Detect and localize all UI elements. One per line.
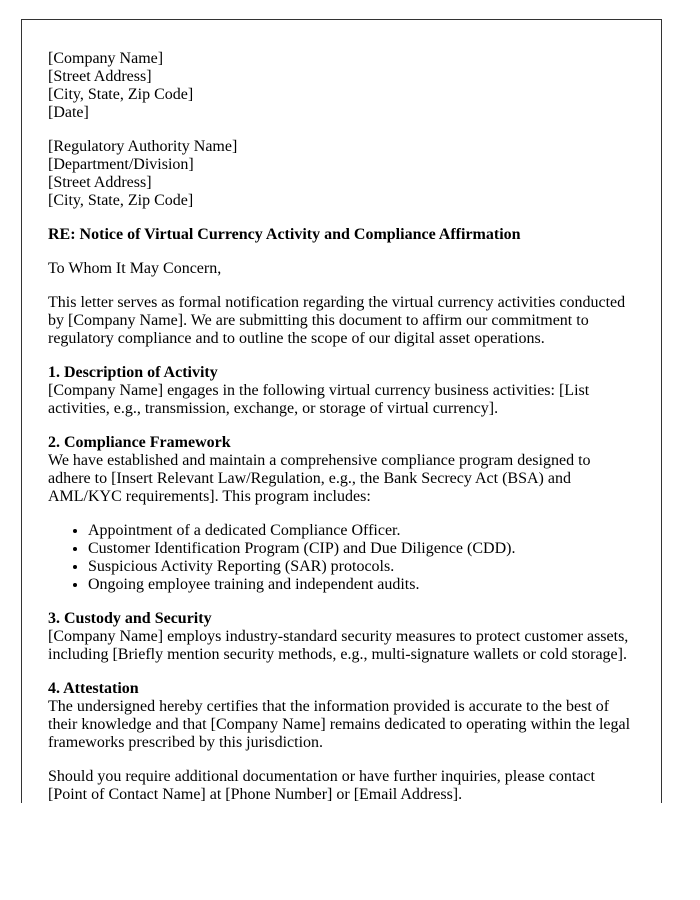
recipient-line: [City, State, Zip Code]: [48, 192, 194, 209]
sender-line: [Street Address]: [48, 68, 152, 85]
sender-address-block: [48, 50, 633, 122]
letter-document: [21, 19, 662, 803]
list-item: • Appointment of a dedicated Compliance Officer.: [88, 522, 633, 540]
section-description-of-activity: [48, 364, 633, 418]
closing-paragraph: Should you require additional documentation or have further inquiries, please contact [Point of Contact Name] at [Phone Number] or [Email Address].: [48, 768, 595, 803]
recipient-line: [Department/Division]: [48, 156, 194, 173]
section-body: The undersigned hereby certifies that the information provided is accurate to the best of their knowledge and that [Company Name] remains dedicated to operating within the legal frameworks prescribed by this jurisdiction.: [48, 698, 631, 751]
section-body: We have established and maintain a comprehensive compliance program designed to adhere to [Insert Relevant Law/Regulation, e.g., the Bank Secrecy Act (BSA) and AML/KYC requirements]. This program includes:: [48, 452, 591, 505]
compliance-program-list: [48, 522, 633, 594]
salutation: To Whom It May Concern,: [48, 260, 222, 277]
section-heading: 2. Compliance Framework: [48, 434, 231, 451]
section-heading: 1. Description of Activity: [48, 364, 218, 381]
section-heading: 4. Attestation: [48, 680, 139, 697]
recipient-address-block: [48, 138, 633, 210]
sender-line: [Company Name]: [48, 50, 164, 67]
list-item: • Suspicious Activity Reporting (SAR) protocols.: [88, 558, 633, 576]
section-body: [Company Name] employs industry-standard security measures to protect customer assets, including [Briefly mention security methods, e.g., multi-signature wallets or cold storage].: [48, 628, 629, 663]
intro-paragraph: This letter serves as formal notification regarding the virtual currency activities conducted by [Company Name]. We are submitting this document to affirm our commitment to regulatory compliance and to outline the scope of our digital asset operations.: [48, 294, 626, 347]
recipient-line: [Street Address]: [48, 174, 152, 191]
subject-line: RE: Notice of Virtual Currency Activity and Compliance Affirmation: [48, 226, 521, 243]
section-compliance-framework: [48, 434, 633, 506]
sender-line: [Date]: [48, 104, 89, 121]
section-attestation: [48, 680, 633, 752]
list-item: • Ongoing employee training and independent audits.: [88, 576, 633, 594]
section-heading: 3. Custody and Security: [48, 610, 212, 627]
recipient-line: [Regulatory Authority Name]: [48, 138, 238, 155]
section-custody-and-security: [48, 610, 633, 664]
section-body: [Company Name] engages in the following virtual currency business activities: [List activities, e.g., transmission, exchange, or storage of virtual currency].: [48, 382, 590, 417]
list-item: • Customer Identification Program (CIP) and Due Diligence (CDD).: [88, 540, 633, 558]
sender-line: [City, State, Zip Code]: [48, 86, 194, 103]
